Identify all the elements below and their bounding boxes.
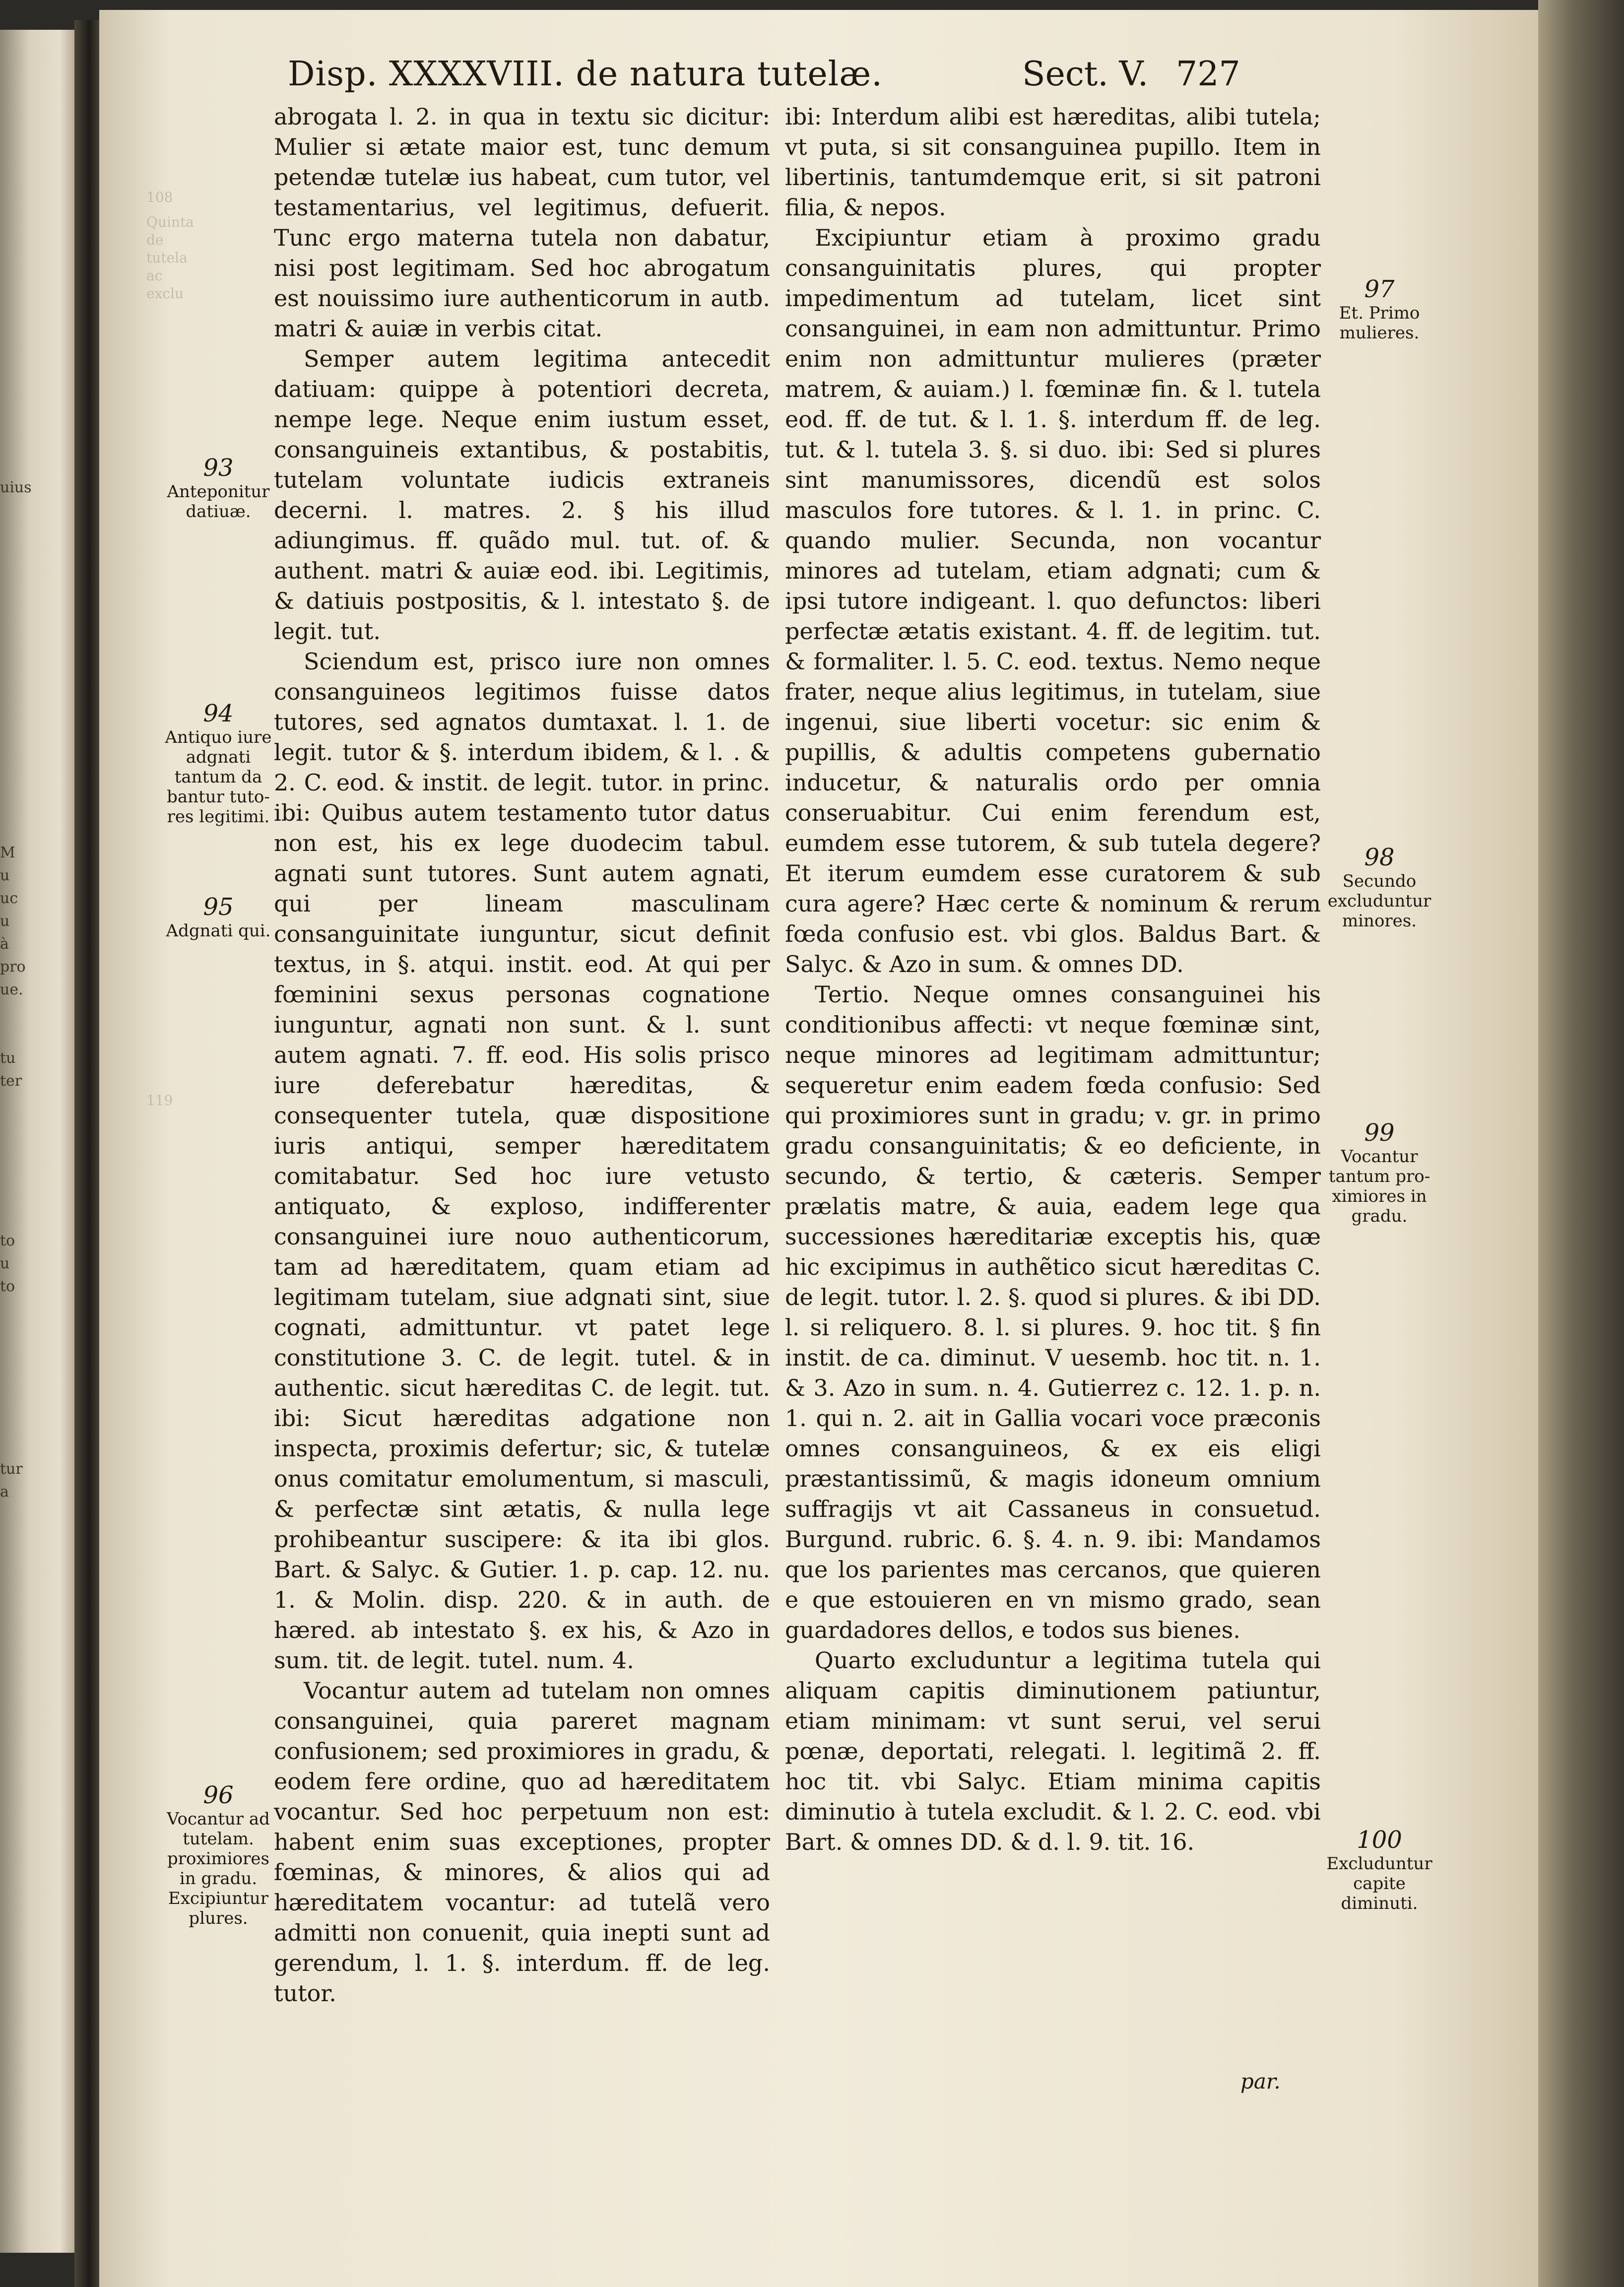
facing-page-fragment <box>0 522 74 545</box>
catchword: par. <box>1240 2069 1281 2093</box>
facing-page-fragment <box>0 499 74 522</box>
facing-page-fragment <box>0 819 74 842</box>
paragraph: Excipiuntur etiam à proximo gradu consanguinitatis plures, qui propter impedimentum ad tutelam, licet sint consanguinei, in eam non admittuntur. Primo enim non admittuntur mulieres (præter matrem, & auiam.) l. fœminæ fin. & l. tutela eod. ff. de tut. & l. 1. §. interdum ff. de leg. tut. & l. tutela 3. §. si duo. ibi: Sed si plures sint manumissores, dicendũ est solos masculos fore tutores. & l. 1. in princ. C. quando mulier. Secunda, non vocantur minores ad tutelam, etiam adgnati; cum & ipsi tutore indigeant. l. quo defunctos: liberi perfectæ ætatis existant. 4. ff. de legitim. tut. & formaliter. l. 5. C. eod. textus. Nemo neque frater, neque alius legitimus, in tutelam, siue ingenui, siue liberti vocetur: sic enim & pupillis, & adultis competens gubernatio inducetur, & naturalis ordo per omnia conseruabitur. Cui enim ferendum est, eumdem esse tutorem, & sub tutela degere? Et iterum eumdem esse curatorem & sub cura agere? Hæc certe & nominum & rerum fœda confusio est. vbi glos. Baldus Bart. & Salyc. & Azo in sum. & omnes DD. <box>785 224 1321 978</box>
facing-page-fragment: pro <box>0 958 26 976</box>
facing-page-fragment <box>0 1298 74 1321</box>
facing-page-fragment <box>0 613 74 636</box>
marginal-note <box>161 1781 275 1928</box>
facing-page-fragment: à <box>0 935 9 953</box>
marginal-note <box>1320 844 1439 931</box>
marginal-note-text: Antiquo iure adgnati tantum da bantur tutores legitimi. <box>165 727 272 827</box>
facing-page-fragment: u <box>0 867 10 884</box>
page-number: 727 <box>1176 55 1240 94</box>
marginal-note <box>1320 275 1439 343</box>
facing-page-fragment <box>0 682 74 705</box>
marginal-note-number: 94 <box>203 700 234 727</box>
facing-page-fragment <box>0 1001 74 1024</box>
page-edges <box>1538 0 1624 2287</box>
text-column-right <box>785 102 1321 2136</box>
marginal-note <box>1320 1826 1439 1913</box>
paragraph: Vocantur autem ad tutelam non omnes consanguinei, quia pareret magnam confusionem; sed proximiores in gradu, & eodem fere ordine, quo ad hæreditatem vocantur. Sed hoc perpetuum non est: habent enim suas exceptiones, propter fœminas, & minores, & alios qui ad hæreditatem vocantur: ad tutelã vero admitti non conuenit, quia inepti sunt ad gerendum, l. 1. §. interdum. ff. de leg. tutor. <box>274 1677 770 2007</box>
facing-page-fragment <box>0 636 74 659</box>
facing-page-fragment: to <box>0 1278 15 1295</box>
marginal-note <box>1320 1119 1439 1226</box>
facing-page-fragment: uc <box>0 890 18 907</box>
marginal-note-number: 95 <box>203 893 234 921</box>
running-head <box>288 55 1330 99</box>
facing-page-fragment <box>0 590 74 613</box>
marginal-note <box>161 893 275 941</box>
show-through-note: 108 <box>146 189 173 205</box>
marginal-note <box>161 700 275 827</box>
marginal-note <box>161 454 275 522</box>
facing-page-fragment: uius <box>0 479 32 496</box>
facing-page-fragment <box>0 1093 74 1115</box>
facing-page-fragment <box>0 705 74 727</box>
paragraph: Sciendum est, prisco iure non omnes consanguineos legitimos fuisse datos tutores, sed agnatos dumtaxat. l. 1. de legit. tutor & §. interdum ibidem, & l. . & 2. C. eod. & instit. de legit. tutor. in princ. ibi: Quibus autem testamento tutor datus non est, his ex lege duodecim tabul. agnati sunt tutores. Sunt autem agnati, qui per lineam masculinam consanguinitate iunguntur, sicut definit textus, in §. atqui. instit. eod. At qui per fœminini sexus personas cognatione iunguntur, agnati non sunt. & l. sunt autem agnati. 7. ff. eod. His solis prisco iure deferebatur hæreditas, & consequenter tutela, quæ dispositione iuris antiqui, semper hæreditatem comitabatur. Sed hoc iure vetusto antiquato, & exploso, indifferenter consanguinei iure nouo authenticorum, tam ad hæreditatem, quam etiam ad legitimam tutelam, siue adgnati sint, siue cognati, admittuntur. vt patet lege constitutione 3. C. de legit. tutel. & in authentic. sicut hæreditas C. de legit. tut. ibi: Sicut hæreditas adgatione non inspecta, proximis defertur; sic, & tutelæ onus comitatur emolumentum, si masculi, & perfectæ sint ætatis, & nulla lege prohibeantur suscipere: & ita ibi glos. Bart. & Salyc. & Gutier. 1. p. cap. 12. nu. 1. & Molin. disp. 220. & in auth. de hæred. ab intestato §. ex his, & Azo in sum. tit. de legit. tutel. num. 4. <box>274 648 770 1674</box>
facing-page-fragment <box>0 1184 74 1207</box>
facing-page-fragment <box>0 727 74 750</box>
facing-page-fragment <box>0 1115 74 1138</box>
facing-page-fragment: u <box>0 1255 10 1272</box>
facing-page-fragment <box>0 1344 74 1367</box>
facing-page-fragment: u <box>0 913 10 930</box>
marginal-note-number: 96 <box>203 1781 234 1809</box>
marginal-note-text: Excluduntur capite diminuti. <box>1326 1854 1432 1913</box>
text-column-left <box>274 102 770 2136</box>
show-through-note: Quinta de tutela ac exclu <box>146 214 194 302</box>
facing-page-fragment <box>0 1161 74 1184</box>
facing-page-fragment <box>0 773 74 796</box>
facing-page-fragment: a <box>0 1483 9 1501</box>
marginal-note-text: Vocantur ad tutelam. proximiores in gradu. Excipiuntur plures. <box>167 1809 270 1928</box>
facing-page-fragment <box>0 1207 74 1230</box>
facing-page-fragment <box>0 750 74 773</box>
facing-page-fragment <box>0 568 74 590</box>
facing-page-fragment: tu <box>0 1049 16 1067</box>
facing-page-fragment: tur <box>0 1460 23 1478</box>
facing-page-fragment <box>0 1435 74 1458</box>
paragraph: Semper autem legitima antecedit datiuam: quippe à potentiori decreta, nempe lege. Neque enim iustum esset, consanguineis extantibus, & postabitis, tutelam voluntate iudicis extraneis decerni. l. matres. 2. § his illud adiungimus. ff. quãdo mul. tut. of. & authent. matri & auiæ eod. ibi. Legitimis, & datiuis postpositis, & l. intestato §. de legit. tut. <box>274 345 770 645</box>
marginal-note-number: 97 <box>1364 275 1395 303</box>
facing-page-fragment: M <box>0 844 15 861</box>
marginal-note-text: Adgnati qui. <box>166 921 271 941</box>
facing-page-fragment <box>0 1024 74 1047</box>
section-label: Sect. V. <box>1022 55 1149 94</box>
facing-page-edge <box>0 30 74 2253</box>
marginal-note-text: Vocantur tantum proximiores in gradu. <box>1328 1147 1430 1226</box>
marginal-note-text: Et. Primo mulieres. <box>1339 303 1420 343</box>
facing-page-fragment: to <box>0 1232 15 1249</box>
paragraph: ibi: Interdum alibi est hæreditas, alibi tutela; vt puta, si sit consanguinea pupillo. Item in libertinis, tantumdemque erit, si sit patroni filia, & nepos. <box>785 103 1321 221</box>
facing-page-fragment <box>0 1367 74 1389</box>
marginal-note-number: 99 <box>1364 1119 1395 1147</box>
facing-page-fragments <box>0 476 74 1503</box>
paragraph: Tertio. Neque omnes consanguinei his conditionibus affecti: vt neque fœminæ sint, neque minores ad legitimam admittuntur; sequeretur enim eadem fœda confusio: Sed qui proximiores sunt in gradu; v. gr. in primo gradu consanguinitatis; & eo deficiente, in secundo, & tertio, & cæteris. Semper prælatis matre, & auia, eadem lege qua successiones hæreditariæ exceptis his, quæ hic excipimus in authẽtico sicut hæreditas C. de legit. tutor. l. 2. §. quod si plures. & ibi DD. l. si reliquero. 8. l. si plures. 9. hoc tit. § fin instit. de ca. diminut. V uesemb. hoc tit. n. 1. & 3. Azo in sum. n. 4. Gutierrez c. 12. 1. p. n. 1. qui n. 2. ait in Gallia vocari voce præconis omnes consanguineos, & ex eis eligi præstantissimũ, & magis idoneum omnium suffragijs vt ait Cassaneus in consuetud. Burgund. rubric. 6. §. 4. n. 9. ibi: Mandamos que los parientes mas cercanos, que quieren e que estouieren en vn mismo grado, sean guardadores dellos, e todos sus bienes. <box>785 981 1321 1643</box>
paragraph: Quarto excluduntur a legitima tutela qui aliquam capitis diminutionem patiuntur, etiam minimam: vt sunt serui, vel serui pœnæ, deportati, relegati. l. legitimã 2. ff. hoc tit. vbi Salyc. Etiam minima capitis diminutio à tutela excludit. & l. 2. C. eod. vbi Bart. & omnes DD. & d. l. 9. tit. 16. <box>785 1647 1321 1855</box>
facing-page-fragment <box>0 1321 74 1344</box>
facing-page-fragment <box>0 1138 74 1161</box>
facing-page-fragment <box>0 1389 74 1412</box>
facing-page-fragment <box>0 545 74 568</box>
facing-page-fragment <box>0 1412 74 1435</box>
paragraph: abrogata l. 2. in qua in textu sic dicitur: Mulier si ætate maior est, tunc demum petendæ tutelæ ius habeat, cum tutor, vel testamentarius, vel legitimus, defuerit. Tunc ergo materna tutela non dabatur, nisi post legitimam. Sed hoc abrogatum est nouissimo iure authenticorum in autb. matri & auiæ in verbis citat. <box>274 103 770 342</box>
facing-page-fragment: ue. <box>0 981 23 998</box>
marginal-note-text: Secundo excluduntur minores. <box>1327 871 1431 931</box>
marginal-note-text: Anteponitur datiuæ. <box>167 482 270 522</box>
marginal-note-number: 98 <box>1364 844 1395 871</box>
marginal-note-number: 93 <box>203 454 234 482</box>
facing-page-fragment <box>0 659 74 682</box>
facing-page-fragment <box>0 796 74 819</box>
facing-page-fragment: ter <box>0 1072 22 1090</box>
show-through-note: 119 <box>146 1092 173 1109</box>
running-title: Disp. XXXXVIII. de natura tutelæ. <box>288 55 883 94</box>
marginal-note-number: 100 <box>1357 1826 1402 1854</box>
